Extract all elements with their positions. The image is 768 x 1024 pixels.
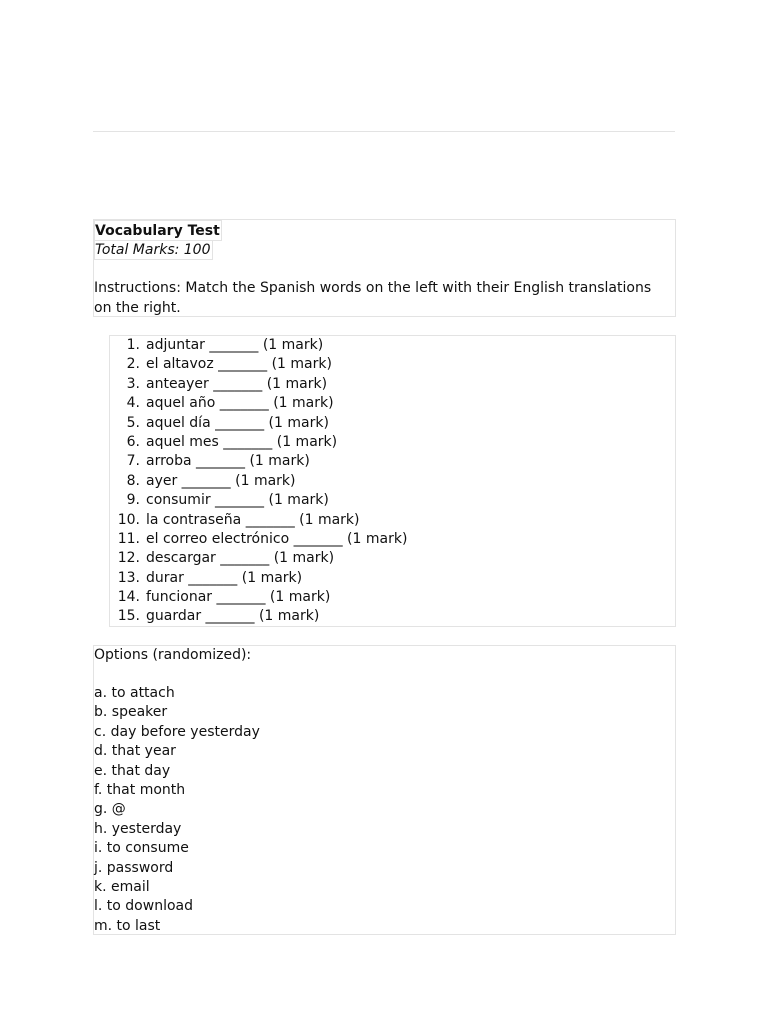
option-item: j. password: [94, 859, 174, 876]
options-list: [94, 684, 260, 936]
question-text: el altavoz _______ (1 mark): [146, 356, 332, 373]
option-item: c. day before yesterday: [94, 723, 260, 740]
question-item: [116, 549, 407, 568]
question-text: adjuntar _______ (1 mark): [146, 337, 324, 353]
option-item: b. speaker: [94, 704, 168, 721]
question-text: aquel día _______ (1 mark): [146, 414, 329, 431]
question-text: ayer _______ (1 mark): [146, 472, 296, 489]
question-number: 13.: [117, 569, 140, 586]
question-number: 3.: [126, 375, 140, 392]
question-item: [116, 394, 407, 413]
question-item: [116, 588, 407, 607]
option-item: a. to attach: [94, 685, 175, 701]
question-number: 1.: [126, 337, 140, 353]
option-item: e. that day: [94, 762, 171, 779]
question-number: 2.: [126, 356, 140, 373]
question-item: [116, 414, 407, 433]
option-item: f. that month: [94, 781, 186, 798]
question-number: 4.: [126, 395, 140, 412]
question-item: [116, 433, 407, 452]
question-number: 10.: [117, 511, 140, 528]
option-item: l. to download: [94, 898, 193, 915]
test-title: Vocabulary Test: [95, 223, 220, 239]
question-text: aquel año _______ (1 mark): [146, 395, 334, 412]
question-text: arroba _______ (1 mark): [146, 453, 310, 470]
question-number: 5.: [126, 414, 140, 431]
questions-section: [109, 335, 676, 627]
test-title-box: [94, 220, 222, 241]
question-number: 9.: [126, 492, 140, 509]
question-text: la contraseña _______ (1 mark): [146, 511, 360, 528]
question-text: aquel mes _______ (1 mark): [146, 433, 338, 450]
question-item: [116, 569, 407, 588]
option-item: g. @: [94, 801, 126, 818]
question-number: 11.: [117, 530, 140, 547]
question-item: [116, 452, 407, 471]
option-item: i. to consume: [94, 840, 189, 857]
question-text: consumir _______ (1 mark): [146, 492, 329, 509]
question-text: descargar _______ (1 mark): [146, 550, 335, 567]
question-item: [116, 530, 407, 549]
question-text: guardar _______ (1 mark): [146, 608, 320, 625]
question-item: [116, 355, 407, 374]
option-item: k. email: [94, 878, 150, 895]
question-number: 8.: [126, 472, 140, 489]
options-section: [93, 645, 676, 935]
question-number: 15.: [117, 608, 140, 625]
total-marks: Total Marks: 100: [95, 242, 211, 258]
total-marks-box: [94, 240, 213, 260]
option-item: m. to last: [94, 917, 161, 934]
question-number: 6.: [126, 433, 140, 450]
question-item: [116, 375, 407, 394]
test-header-section: [93, 219, 676, 317]
question-item: [116, 472, 407, 491]
question-list: [116, 336, 407, 627]
question-text: funcionar _______ (1 mark): [146, 589, 331, 606]
question-item: [116, 607, 407, 626]
question-text: anteayer _______ (1 mark): [146, 375, 328, 392]
option-item: d. that year: [94, 743, 176, 760]
question-item: [116, 511, 407, 530]
question-text: durar _______ (1 mark): [146, 569, 303, 586]
question-number: 7.: [126, 453, 140, 470]
question-number: 12.: [117, 550, 140, 567]
question-text: el correo electrónico _______ (1 mark): [146, 530, 408, 547]
options-heading: Options (randomized):: [94, 647, 252, 663]
top-divider: [93, 131, 675, 132]
question-item: [116, 336, 407, 355]
instructions-text: Instructions: Match the Spanish words on the left with their English translations on the right.: [94, 280, 652, 316]
option-item: h. yesterday: [94, 820, 182, 837]
question-number: 14.: [117, 589, 140, 606]
question-item: [116, 491, 407, 510]
